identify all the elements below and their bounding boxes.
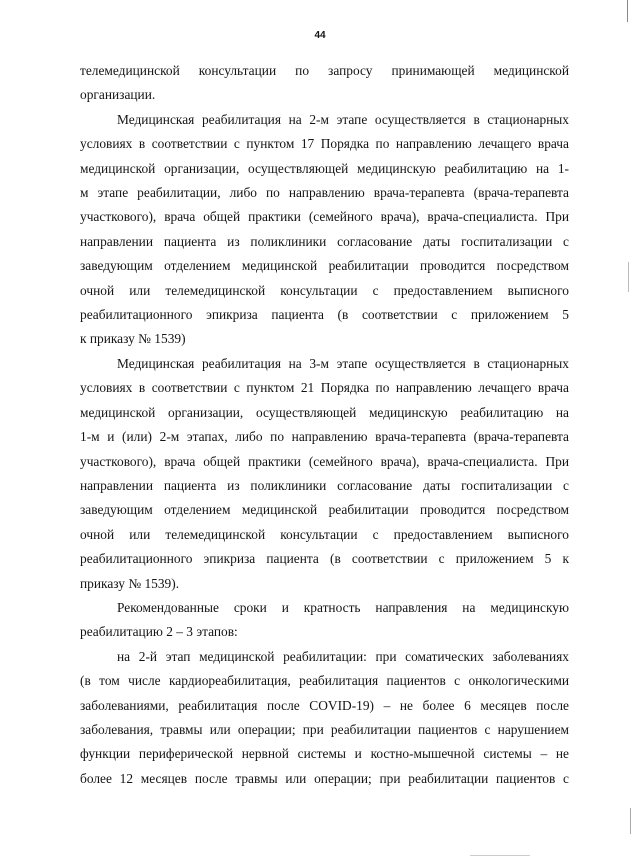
paragraph-stage-2-terms bbox=[80, 645, 569, 791]
paragraph-continuation bbox=[80, 59, 569, 108]
text-line: реабилитацию 2 – 3 этапов: bbox=[80, 624, 238, 640]
text-line: заведующим отделением медицинской реабилитации проводится посредством bbox=[80, 502, 569, 518]
text-line: заболеваниями, реабилитация после COVID-19) – не более 6 месяцев после bbox=[80, 697, 569, 713]
page-number: 44 bbox=[314, 30, 326, 41]
text-line: очной или телемедицинской консультации с предоставлением выписного bbox=[80, 526, 569, 542]
text-line: условиях в соответствии с пунктом 17 Порядка по направлению лечащего врача bbox=[80, 136, 569, 152]
text-line: Рекомендованные сроки и кратность направления на медицинскую bbox=[117, 599, 569, 615]
text-line: реабилитационного эпикриза пациента (в соответствии с приложением 5 bbox=[80, 307, 569, 323]
text-line: более 12 месяцев после травмы или операции; при реабилитации пациентов с bbox=[80, 770, 569, 786]
paragraph-recommended-terms bbox=[80, 596, 569, 645]
text-line: участкового), врача общей практики (семейного врача), врача-специалиста. При bbox=[80, 209, 569, 225]
document-body bbox=[80, 59, 569, 791]
text-line: 1-м и (или) 2-м этапах, либо по направлению врача-терапевта (врача-терапевта bbox=[80, 429, 569, 445]
scan-artifact bbox=[627, 0, 628, 22]
text-line: очной или телемедицинской консультации с предоставлением выписного bbox=[80, 282, 569, 298]
text-line: (в том числе кардиореабилитация, реабилитация пациентов с онкологическими bbox=[80, 673, 569, 689]
paragraph-stage-3 bbox=[80, 352, 569, 596]
text-line: м этапе реабилитации, либо по направлению врача-терапевта (врача-терапевта bbox=[80, 185, 569, 201]
text-line: к приказу № 1539) bbox=[80, 331, 186, 347]
text-line: реабилитационного эпикриза пациента (в соответствии с приложением 5 к bbox=[80, 551, 569, 567]
text-line: Медицинская реабилитация на 3-м этапе осуществляется в стационарных bbox=[117, 355, 569, 371]
text-line: на 2-й этап медицинской реабилитации: при соматических заболеваниях bbox=[117, 648, 569, 664]
text-line: приказу № 1539). bbox=[80, 575, 180, 591]
paragraph-stage-2 bbox=[80, 108, 569, 352]
text-line: функции периферической нервной системы и костно-мышечной системы – не bbox=[80, 746, 569, 762]
scan-artifact bbox=[630, 808, 631, 834]
scan-artifact bbox=[470, 855, 530, 856]
text-line: участкового), врача общей практики (семейного врача), врача-специалиста. При bbox=[80, 453, 569, 469]
text-line: телемедицинской консультации по запросу принимающей медицинской bbox=[80, 63, 569, 78]
text-line: заболевания, травмы или операции; при реабилитации пациентов с нарушением bbox=[80, 721, 569, 737]
text-line: организации. bbox=[80, 87, 156, 103]
text-line: медицинской организации, осуществляющей медицинскую реабилитацию на bbox=[80, 404, 569, 420]
scan-artifact bbox=[628, 262, 629, 292]
text-line: направлении пациента из поликлиники согласование даты госпитализации с bbox=[80, 233, 569, 249]
text-line: медицинской организации, осуществляющей медицинскую реабилитацию на 1- bbox=[80, 160, 569, 176]
text-line: условиях в соответствии с пунктом 21 Порядка по направлению лечащего врача bbox=[80, 380, 569, 396]
text-line: заведующим отделением медицинской реабилитации проводится посредством bbox=[80, 258, 569, 274]
text-line: Медицинская реабилитация на 2-м этапе осуществляется в стационарных bbox=[117, 111, 569, 127]
text-line: направлении пациента из поликлиники согласование даты госпитализации с bbox=[80, 477, 569, 493]
